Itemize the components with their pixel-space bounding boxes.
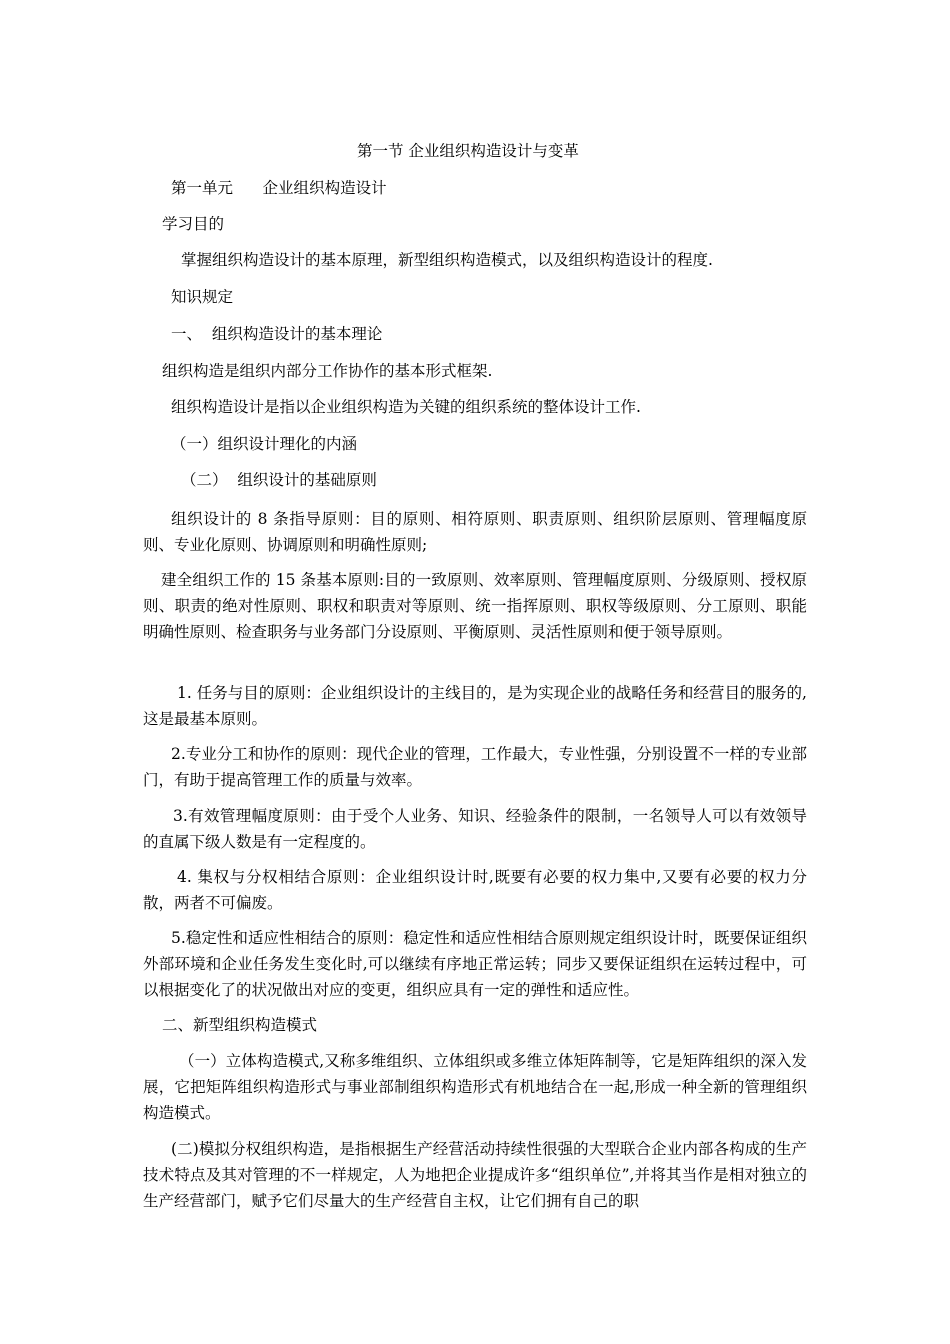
section1-heading: 一、 组织构造设计的基本理论 bbox=[171, 325, 383, 343]
knowledge-heading: 知识规定 bbox=[171, 288, 234, 306]
sub2-heading: （二） 组织设计的基础原则 bbox=[181, 471, 377, 489]
principle-1: 1. 任务与目的原则：企业组织设计的主线目的，是为实现企业的战略任务和经营目的服务的,这是最基本原则。 bbox=[143, 684, 807, 728]
learning-goal-text: 掌握组织构造设计的基本原理，新型组织构造模式，以及组织构造设计的程度. bbox=[181, 251, 713, 269]
principle-2: 2.专业分工和协作的原则：现代企业的管理，工作最大，专业性强，分别设置不一样的专业部门，有助于提高管理工作的质量与效率。 bbox=[143, 745, 807, 789]
paragraph-8-principles: 组织设计的 8 条指导原则：目的原则、相符原则、职责原则、组织阶层原则、管理幅度原则、专业化原则、协调原则和明确性原则; bbox=[143, 510, 807, 554]
principle-5: 5.稳定性和适应性相结合的原则：稳定性和适应性相结合原则规定组织设计时，既要保证组织外部环境和企业任务发生变化时,可以继续有序地正常运转；同步又要保证组织在运转过程中，可以根据变化了的状况做出对应的变更，组织应具有一定的弹性和适应性。 bbox=[143, 929, 807, 999]
page-title: 第一节 企业组织构造设计与变革 bbox=[357, 142, 579, 160]
definition-structure: 组织构造是组织内部分工作协作的基本形式框架. bbox=[162, 362, 493, 380]
learning-goal-heading: 学习目的 bbox=[162, 215, 225, 233]
mode-2: (二)模拟分权组织构造，是指根据生产经营活动持续性很强的大型联合企业内部各构成的生产技术特点及其对管理的不一样规定，人为地把企业提成许多“组织单位”,并将其当作是相对独立的生产经营部门，赋予它们尽量大的生产经营自主权，让它们拥有自己的职 bbox=[143, 1140, 807, 1210]
unit-heading: 第一单元 企业组织构造设计 bbox=[171, 179, 387, 197]
principle-4: 4. 集权与分权相结合原则：企业组织设计时,既要有必要的权力集中,又要有必要的权力分散，两者不可偏废。 bbox=[143, 868, 807, 912]
principle-3: 3.有效管理幅度原则：由于受个人业务、知识、经验条件的限制，一名领导人可以有效领导的直属下级人数是有一定程度的。 bbox=[143, 807, 807, 851]
definition-design: 组织构造设计是指以企业组织构造为关键的组织系统的整体设计工作. bbox=[171, 398, 641, 416]
section2-heading: 二、新型组织构造模式 bbox=[162, 1016, 318, 1034]
mode-1: （一）立体构造模式,又称多维组织、立体组织或多维立体矩阵制等，它是矩阵组织的深入发展，它把矩阵组织构造形式与事业部制组织构造形式有机地结合在一起,形成一种全新的管理组织构造模式。 bbox=[143, 1052, 807, 1122]
sub1-heading: （一）组织设计理化的内涵 bbox=[171, 435, 358, 453]
paragraph-15-principles: 建全组织工作的 15 条基本原则:目的一致原则、效率原则、管理幅度原则、分级原则、授权原则、职责的绝对性原则、职权和职责对等原则、统一指挥原则、职权等级原则、分工原则、职能明确性原则、检查职务与业务部门分设原则、平衡原则、灵活性原则和便于领导原则。 bbox=[143, 571, 807, 641]
